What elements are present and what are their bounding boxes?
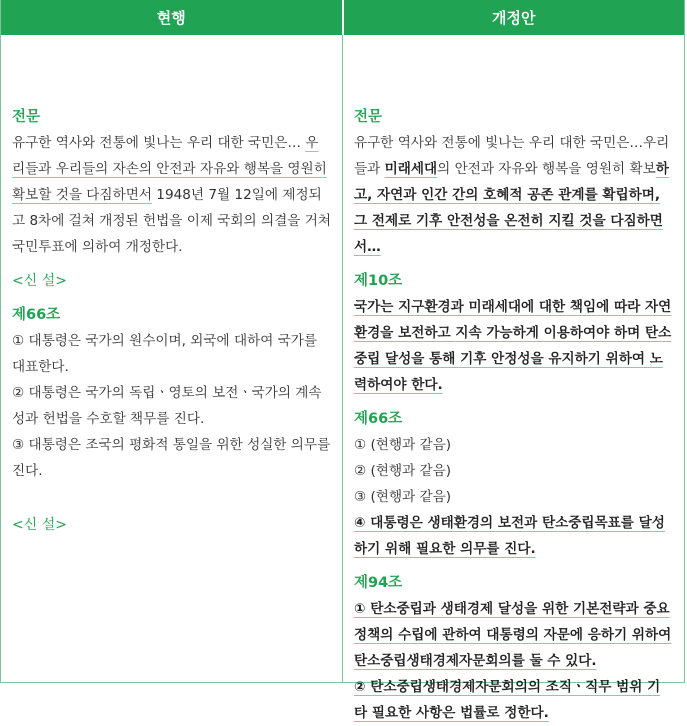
- proposed-art66-3: ③ (현행과 같음): [354, 489, 452, 505]
- proposed-art66-title: 제66조: [354, 411, 403, 427]
- proposed-column: [342, 35, 684, 721]
- header-current: 현행: [1, 0, 342, 35]
- current-preamble-a: 유구한 역사와 전통에 빛나는 우리 대한 국민은…: [12, 135, 306, 151]
- proposed-art66-4: ④ 대통령은 생태환경의 보전과 탄소중립목표를 달성하기 위해 필요한 의무를 진다.: [354, 515, 665, 557]
- current-art66-title: 제66조: [12, 307, 61, 323]
- header-proposed: 개정안: [342, 0, 685, 35]
- spacer: [354, 398, 673, 406]
- proposed-art66-1: ① (현행과 같음): [354, 437, 452, 453]
- proposed-art94-1: ① 탄소중립과 생태경제 달성을 위한 기본전략과 중요정책의 수립에 관하여 대통령의 자문에 응하기 위하여 탄소중립생태경제자문회의를 둘 수 있다.: [354, 601, 672, 669]
- table-header: [1, 0, 684, 35]
- current-art66-3: ③ 대통령은 조국의 평화적 통일을 위한 성실한 의무를 진다.: [12, 437, 331, 479]
- proposed-art10-title: 제10조: [354, 273, 403, 289]
- spacer: [354, 260, 673, 268]
- proposed-preamble-text: [354, 130, 673, 260]
- proposed-art10-text: 국가는 지구환경과 미래세대에 대한 책임에 따라 자연환경을 보전하고 지속 가능하게 이용하여야 하며 탄소중립 달성을 통해 기후 안정성을 유지하기 위하여 노력하여야 한다.: [354, 299, 672, 393]
- proposed-art94-title: 제94조: [354, 575, 403, 591]
- spacer: [12, 484, 331, 504]
- proposed-preamble-d: 하고, 자연과 인간 간의 호혜적 공존 관계를 확립하며, 그 전제로 기후 안전성을 온전히 지킬 것을 다짐하면서…: [354, 161, 669, 255]
- current-art66-1: ① 대통령은 국가의 원수이며, 외국에 대하여 국가를 대표한다.: [12, 333, 318, 375]
- current-art66-2: ② 대통령은 국가의 독립ㆍ영토의 보전ㆍ국가의 계속성과 헌법을 수호할 책무를 진다.: [12, 385, 322, 427]
- current-new-placeholder-2: <신 설>: [12, 517, 67, 533]
- proposed-preamble-title: 전문: [354, 109, 383, 125]
- current-column: [1, 35, 342, 683]
- proposed-preamble-c: 의 안전과 자유와 행복을 영원히 확보: [437, 161, 656, 177]
- proposed-preamble-b: 미래세대: [384, 161, 438, 177]
- current-preamble-text: [12, 130, 331, 260]
- proposed-art94-2: ② 탄소중립생태경제자문회의의 조직ㆍ직무 범위 기타 필요한 사항은 법률로 정한다.: [354, 679, 661, 721]
- proposed-preamble-a: 유구한 역사와 전통에 빛나는 우리 대한 국민은…우리들과: [354, 135, 670, 177]
- spacer: [12, 294, 331, 302]
- current-preamble-c: 1948년 7월 12일에 제정되고 8차에 걸쳐 개정된 헌법을 이제 국회의 의결을 거쳐 국민투표에 의하여 개정한다.: [12, 187, 331, 255]
- current-preamble-b: 우리들과 우리들의 자손의 안전과 자유와 행복을 영원히 확보할 것을 다짐하면서: [12, 135, 327, 203]
- current-new-placeholder-1: <신 설>: [12, 273, 67, 289]
- proposed-art66-2: ② (현행과 같음): [354, 463, 452, 479]
- current-preamble-title: 전문: [12, 109, 41, 125]
- spacer: [354, 562, 673, 570]
- table-body: [1, 35, 684, 721]
